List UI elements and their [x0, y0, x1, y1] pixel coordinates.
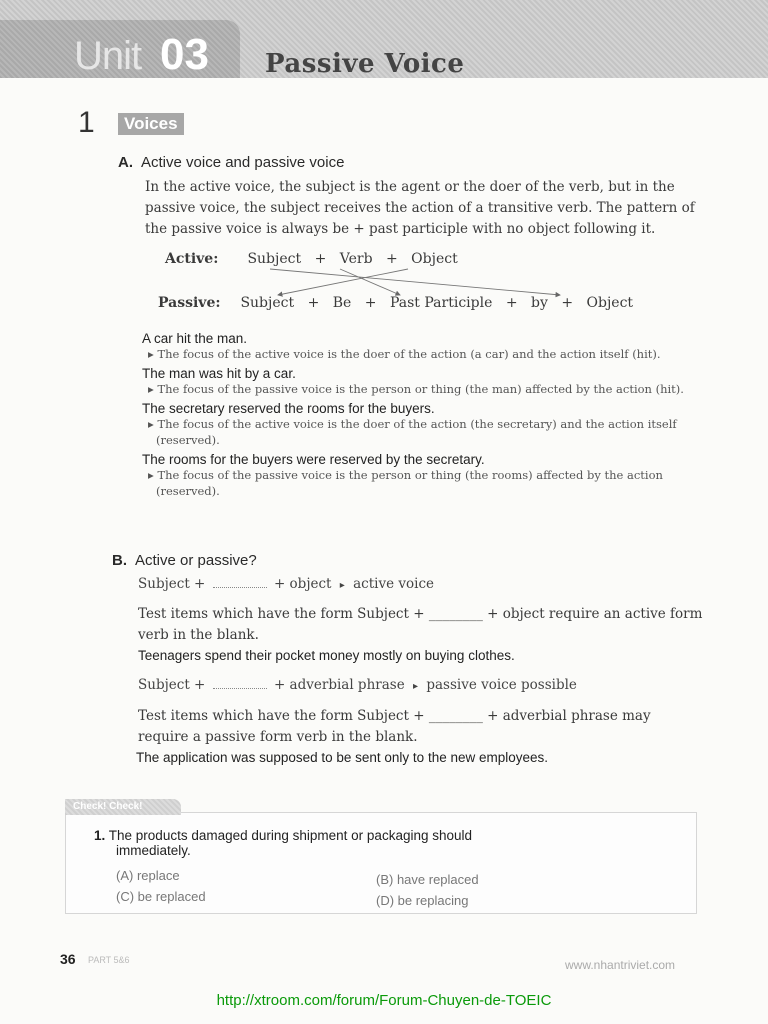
option-a[interactable]: (A) replace	[116, 868, 180, 883]
example-note: ▸ The focus of the active voice is the doer of the action (a car) and the action itself (hit).	[148, 347, 661, 361]
part-b-title: Active or passive?	[135, 552, 257, 569]
explain-line: Test items which have the form Subject + ________ + object require an active form	[138, 606, 703, 622]
example-active: Teenagers spend their pocket money mostly on buying clothes.	[138, 648, 515, 663]
explanation-passive	[138, 706, 708, 748]
pattern-term: Object	[411, 251, 458, 267]
forum-link[interactable]: http://xtroom.com/forum/Forum-Chuyen-de-TOEIC	[216, 992, 552, 1009]
check-tab: Check! Check!	[65, 799, 181, 815]
pattern-plus: +	[561, 295, 574, 311]
examples-list	[142, 331, 712, 499]
option-d[interactable]: (D) be replacing	[376, 893, 469, 908]
option-c[interactable]: (C) be replaced	[116, 889, 206, 904]
blank-line	[213, 688, 267, 689]
pattern-plus: +	[314, 251, 327, 267]
option-b[interactable]: (B) have replaced	[376, 872, 479, 887]
para-line: In the active voice, the subject is the agent or the doer of the verb, but in the	[145, 179, 675, 195]
part-a-heading	[118, 154, 344, 171]
pattern-plus: +	[364, 295, 377, 311]
para-line: the passive voice is always be + past participle with no object following it.	[145, 221, 656, 237]
rule-active: Subject + + object ▸ active voice	[138, 576, 435, 592]
example-sentence: The secretary reserved the rooms for the buyers.	[142, 401, 435, 416]
pattern-term: by	[531, 295, 548, 311]
example-passive: The application was supposed to be sent only to the new employees.	[136, 750, 549, 765]
question-line: The products damaged during shipment or packaging should	[108, 828, 473, 843]
pattern-term: Subject	[247, 251, 302, 267]
part-a-letter: A.	[118, 154, 133, 171]
pattern-plus: +	[505, 295, 518, 311]
page-tag: PART 5&6	[88, 955, 130, 965]
publisher-site: www.nhantriviet.com	[565, 958, 676, 972]
active-label: Active:	[165, 251, 219, 267]
passive-label: Passive:	[158, 295, 221, 311]
pattern-plus: +	[307, 295, 320, 311]
pattern-term: Subject	[240, 295, 295, 311]
part-b-heading	[112, 552, 257, 569]
part-b-letter: B.	[112, 552, 127, 569]
pattern-term: Object	[586, 295, 634, 311]
example-sentence: A car hit the man.	[142, 331, 248, 346]
part-a-title: Active voice and passive voice	[141, 154, 345, 171]
arrow-icon: ▸	[413, 681, 419, 692]
pattern-term: Be	[332, 295, 352, 311]
page-number: 36	[60, 951, 76, 967]
note-arrow-icon: ▸	[148, 468, 158, 482]
verb-to-participle-arrow	[340, 269, 400, 295]
pattern-term: Verb	[339, 251, 373, 267]
example-sentence: The rooms for the buyers were reserved by the secretary.	[142, 452, 485, 467]
explain-line: Test items which have the form Subject + ________ + adverbial phrase may	[138, 708, 651, 724]
question-line: immediately.	[116, 843, 191, 858]
pattern-term: Past Participle	[389, 295, 493, 311]
rule-passive: Subject + + adverbial phrase ▸ passive voice possible	[138, 677, 577, 693]
blank-line	[213, 587, 267, 588]
object-to-subject-arrow	[278, 269, 408, 295]
unit-title: Passive Voice	[265, 49, 465, 79]
unit-number: 03	[160, 30, 209, 79]
para-line: passive voice, the subject receives the action of a transitive verb. The pattern of	[145, 200, 695, 216]
subject-to-by-object-arrow	[270, 269, 560, 295]
check-question	[94, 828, 654, 858]
section-number: 1	[78, 106, 95, 139]
explain-line: verb in the blank.	[138, 627, 259, 643]
unit-word: Unit	[74, 34, 142, 78]
note-arrow-icon: ▸	[148, 417, 158, 431]
note-arrow-icon: ▸	[148, 347, 158, 361]
passive-pattern	[158, 295, 642, 311]
example-note: ▸ The focus of the passive voice is the person or thing (the rooms) affected by the action (reserved).	[148, 468, 663, 498]
section-label: Voices	[118, 113, 184, 135]
example-sentence: The man was hit by a car.	[142, 366, 296, 381]
explain-line: require a passive form verb in the blank.	[138, 729, 418, 745]
question-number: 1.	[94, 828, 106, 843]
note-arrow-icon: ▸	[148, 382, 158, 396]
part-a-paragraph	[145, 177, 705, 240]
arrow-icon: ▸	[339, 580, 345, 591]
pattern-plus: +	[385, 251, 398, 267]
example-note: ▸ The focus of the active voice is the doer of the action (the secretary) and the action itself (reserved).	[148, 417, 677, 447]
explanation-active	[138, 604, 708, 646]
example-note: ▸ The focus of the passive voice is the person or thing (the man) affected by the action (hit).	[148, 382, 684, 396]
